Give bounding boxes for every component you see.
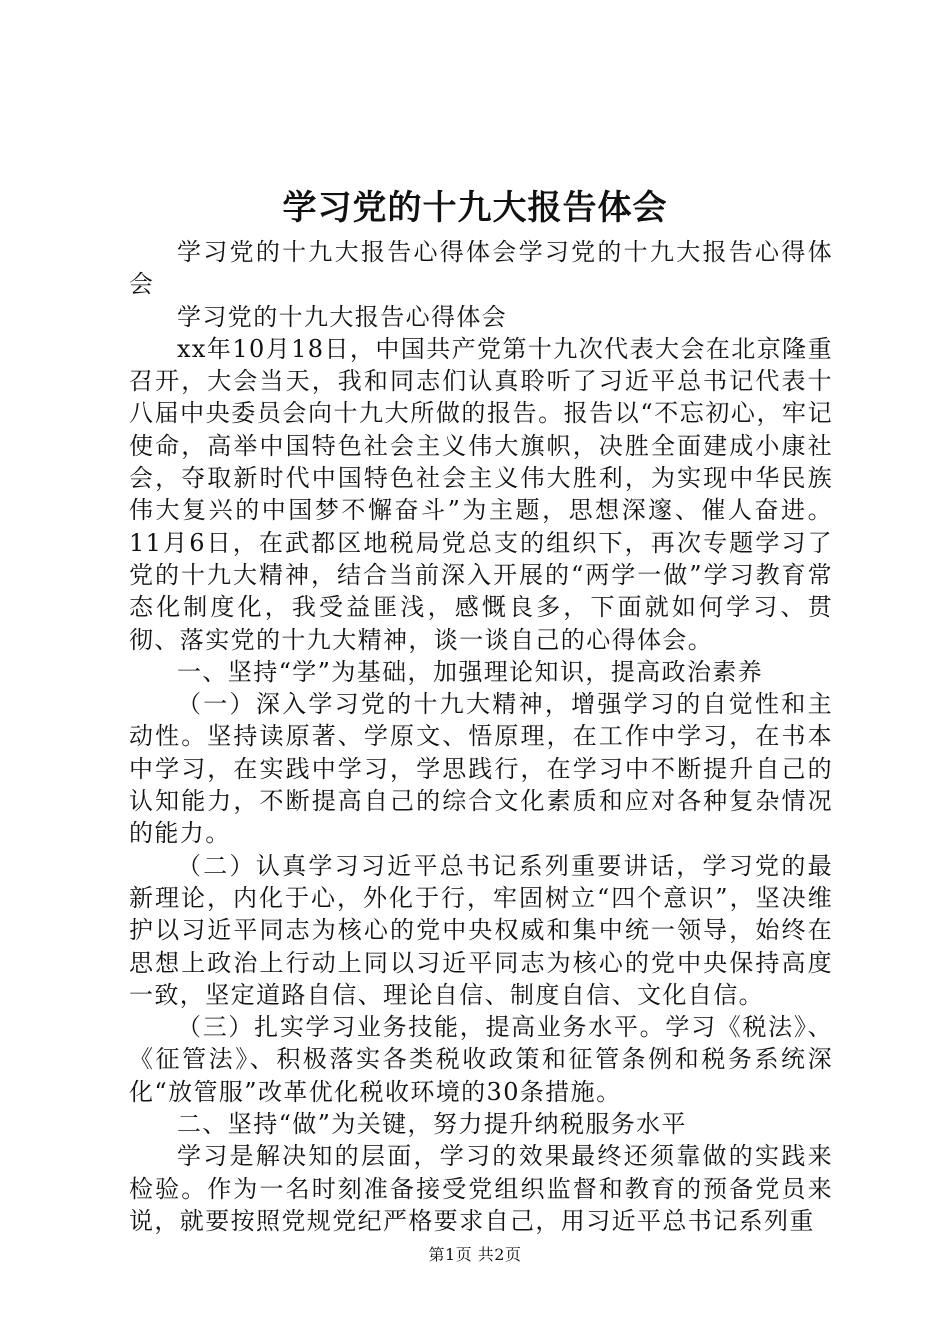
paragraph-subtitle-repeat: 学习党的十九大报告心得体会学习党的十九大报告心得体会	[129, 238, 833, 299]
section-heading-2: 二、坚持“做”为关键，努力提升纳税服务水平	[177, 1110, 687, 1139]
document-title: 学习党的十九大报告体会	[282, 188, 668, 228]
paragraph-1-2: （二）认真学习习近平总书记系列重要讲话，学习党的最新理论，内化于心，外化于行，牢固树立“四个意识”，坚决维护以习近平同志为核心的党中央权威和集中统一领导，始终在思想上政治上行动上同以习近平同志为核心的党中央保持高度一致，坚定道路自信、理论自信、制度自信、文化自信。	[129, 851, 833, 1009]
paragraph-1-1: （一）深入学习党的十九大精神，增强学习的自觉性和主动性。坚持读原著、学原文、悟原理，在工作中学习，在书本中学习，在实践中学习，学思践行，在学习中不断提升自己的认知能力，不断提高自己的综合文化素质和应对各种复杂情况的能力。	[129, 690, 833, 848]
document-body	[129, 236, 833, 1237]
paragraph-1-3: （三）扎实学习业务技能，提高业务水平。学习《税法》、《征管法》、积极落实各类税收政策和征管条例和税务系统深化“放管服”改革优化税收环境的30条措施。	[129, 1013, 833, 1106]
section-heading-1: 一、坚持“学”为基础，加强理论知识，提高政治素养	[177, 657, 764, 686]
paragraph-subtitle: 学习党的十九大报告心得体会	[177, 302, 508, 331]
paragraph-2-intro: 学习是解决知的层面，学习的效果最终还须靠做的实践来检验。作为一名时刻准备接受党组织监督和教育的预备党员来说，就要按照党规党纪严格要求自己，用习近平总书记系列重	[129, 1142, 833, 1235]
paragraph-intro: xx年10月18日，中国共产党第十九次代表大会在北京隆重召开，大会当天，我和同志们认真聆听了习近平总书记代表十八届中央委员会向十九大所做的报告。报告以“不忘初心，牢记使命，高举中国特色社会主义伟大旗帜，决胜全面建成小康社会，夺取新时代中国特色社会主义伟大胜利，为实现中华民族伟大复兴的中国梦不懈奋斗”为主题，思想深邃、催人奋进。11月6日，在武都区地税局党总支的组织下，再次专题学习了党的十九大精神，结合当前深入开展的“两学一做”学习教育常态化制度化，我受益匪浅，感慨良多，下面就如何学习、贯彻、落实党的十九大精神，谈一谈自己的心得体会。	[129, 334, 833, 654]
page-footer: 第1页 共2页	[428, 1245, 522, 1264]
